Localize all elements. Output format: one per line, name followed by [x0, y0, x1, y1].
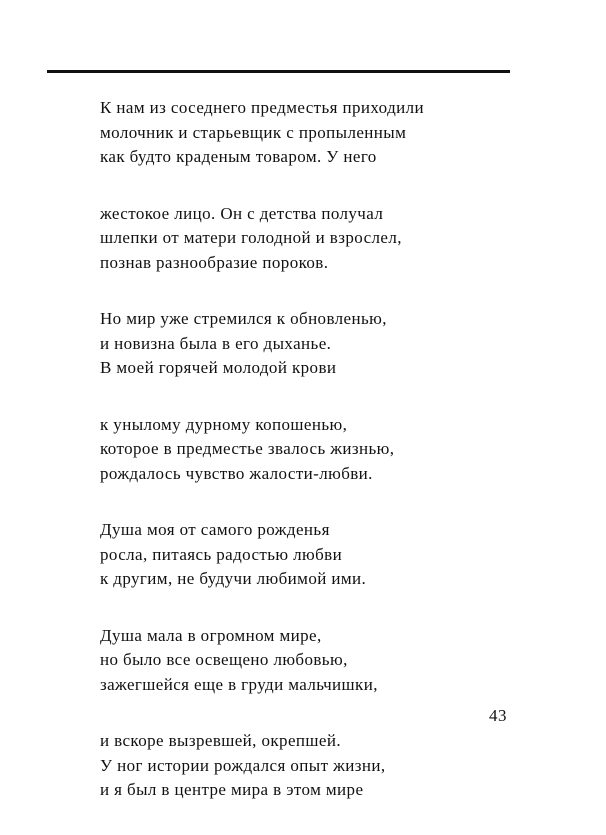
- stanza-5: [100, 518, 480, 592]
- poem-line: и я был в центре мира в этом мире: [100, 780, 364, 799]
- poem-line: к унылому дурному копошенью,: [100, 414, 348, 434]
- poem-line: Но мир уже стремился к обновленью,: [100, 309, 387, 328]
- stanza-7: [100, 729, 480, 803]
- poem-line: но было все освещено любовью,: [100, 650, 348, 669]
- stanza-1: [100, 96, 480, 170]
- poem-line: к другим, не будучи любимой ими.: [100, 569, 367, 588]
- poem-line: К нам из соседнего предместья приходили: [100, 98, 425, 117]
- poem-line: познав разнообразие пороков.: [100, 252, 329, 272]
- stanza-4: [100, 413, 480, 487]
- poem-line: зажегшейся еще в груди мальчишки,: [100, 674, 378, 694]
- stanza-6: [100, 624, 480, 698]
- poem-line: шлепки от матери голодной и взрослел,: [100, 228, 402, 247]
- poem-line: как будто краденым товаром. У него: [100, 147, 377, 166]
- poem-line: В моей горячей молодой крови: [100, 358, 337, 377]
- poem-line: и новизна была в его дыханье.: [100, 333, 332, 353]
- poem-line: жестокое лицо. Он с детства получал: [100, 203, 384, 223]
- page-number: 43: [489, 706, 507, 725]
- poem-line: Душа мала в огромном мире,: [100, 625, 322, 645]
- poem-line: рождалось чувство жалости-любви.: [100, 463, 373, 483]
- poem-line: Душа моя от самого рожденья: [100, 520, 330, 539]
- poem-line: которое в предместье звалось жизнью,: [100, 439, 395, 458]
- poem-line: молочник и старьевщик с пропыленным: [100, 122, 407, 142]
- poem-line: и вскоре вызревшей, окрепшей.: [100, 731, 341, 750]
- stanza-3: [100, 307, 480, 381]
- poem-body: [100, 96, 480, 835]
- poem-line: У ног истории рождался опыт жизни,: [100, 755, 386, 775]
- header-rule: [47, 70, 510, 73]
- stanza-2: [100, 202, 480, 276]
- poem-line: росла, питаясь радостью любви: [100, 544, 343, 564]
